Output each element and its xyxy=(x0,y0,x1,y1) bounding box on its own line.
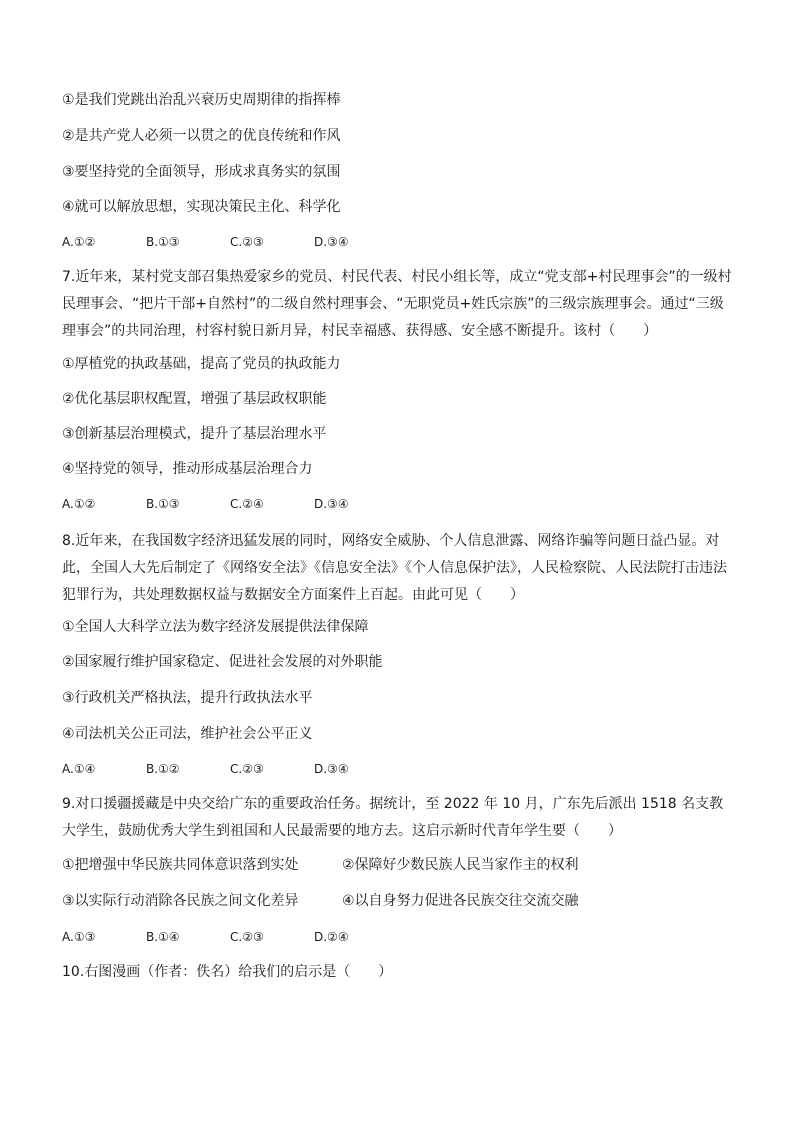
q8-stem: 8.近年来，在我国数字经济迅猛发展的同时，网络安全威胁、个人信息泄露、网络诈骗等问题日益凸显。对此，全国人大先后制定了《网络安全法》《信息安全法》《个人信息保护法》，人民检察院、人民法院打击违法犯罪行为，共处理数据权益与数据安全方面案件上百起。由此可见（ ） xyxy=(62,533,727,603)
q8-option-3: ③行政机关严格执法，提升行政执法水平 xyxy=(62,690,313,706)
q7-option-4: ④坚持党的领导，推动形成基层治理合力 xyxy=(62,461,313,477)
q9-option-4: ④以自身努力促进各民族交往交流交融 xyxy=(342,893,579,909)
q8-choice-b: B.①② xyxy=(146,762,180,776)
q9-choice-b: B.①④ xyxy=(146,930,180,944)
q7-option-1: ①厚植党的执政基础，提高了党员的执政能力 xyxy=(62,356,341,372)
q8-option-4: ④司法机关公正司法，维护社会公平正义 xyxy=(62,726,313,742)
q7-choice-b: B.①③ xyxy=(146,497,180,511)
q7-option-2: ②优化基层职权配置，增强了基层政权职能 xyxy=(62,391,327,407)
q8-answer-choices xyxy=(62,759,349,779)
q9-options-row-2 xyxy=(62,891,579,911)
q6-option-1: ①是我们党跳出治乱兴衰历史周期律的指挥棒 xyxy=(62,92,341,108)
q9-answer-choices xyxy=(62,927,349,947)
q8-choice-c: C.②③ xyxy=(230,762,264,776)
q8-choice-d: D.③④ xyxy=(314,762,349,776)
q9-choice-a: A.①③ xyxy=(62,930,96,944)
q9-choice-d: D.②④ xyxy=(314,930,349,944)
q9-choice-c: C.②③ xyxy=(230,930,264,944)
q8-option-2: ②国家履行维护国家稳定、促进社会发展的对外职能 xyxy=(62,654,383,670)
q7-answer-choices xyxy=(62,494,349,514)
q6-option-4: ④就可以解放思想，实现决策民主化、科学化 xyxy=(62,199,341,215)
q6-choice-a: A.①② xyxy=(62,235,96,249)
q8-option-1: ①全国人大科学立法为数字经济发展提供法律保障 xyxy=(62,619,369,635)
q9-option-1: ①把增强中华民族共同体意识落到实处 xyxy=(62,857,299,873)
q7-stem: 7.近年来，某村党支部召集热爱家乡的党员、村民代表、村民小组长等，成立“党支部+村民理事会”的一级村民理事会、“把片干部+自然村”的二级自然村理事会、“无职党员+姓氏宗族”的三级宗族理事会。通过“三级理事会”的共同治理，村容村貌日新月异，村民幸福感、获得感、安全感不断提升。该村（ ） xyxy=(62,269,732,339)
q6-answer-choices xyxy=(62,232,349,252)
q7-option-3: ③创新基层治理模式，提升了基层治理水平 xyxy=(62,426,327,442)
q9-stem: 9.对口援疆援藏是中央交给广东的重要政治任务。据统计，至 2022 年 10 月，广东先后派出 1518 名支教大学生，鼓励优秀大学生到祖国和人民最需要的地方去。这启示新时代青年学生要（ ） xyxy=(62,796,724,839)
q7-choice-a: A.①② xyxy=(62,497,96,511)
q7-choice-c: C.②④ xyxy=(230,497,264,511)
q10-stem: 10.右图漫画（作者：佚名）给我们的启示是（ ） xyxy=(62,964,393,980)
q6-choice-c: C.②③ xyxy=(230,235,264,249)
q9-option-3: ③以实际行动消除各民族之间文化差异 xyxy=(62,893,299,909)
q8-choice-a: A.①④ xyxy=(62,762,96,776)
q6-option-3: ③要坚持党的全面领导，形成求真务实的氛围 xyxy=(62,164,341,180)
q9-option-2: ②保障好少数民族人民当家作主的权利 xyxy=(342,857,579,873)
q9-options-row-1 xyxy=(62,855,579,875)
q6-choice-b: B.①③ xyxy=(146,235,180,249)
q6-choice-d: D.③④ xyxy=(314,235,349,249)
q7-choice-d: D.③④ xyxy=(314,497,349,511)
q6-option-2: ②是共产党人必须一以贯之的优良传统和作风 xyxy=(62,128,341,144)
